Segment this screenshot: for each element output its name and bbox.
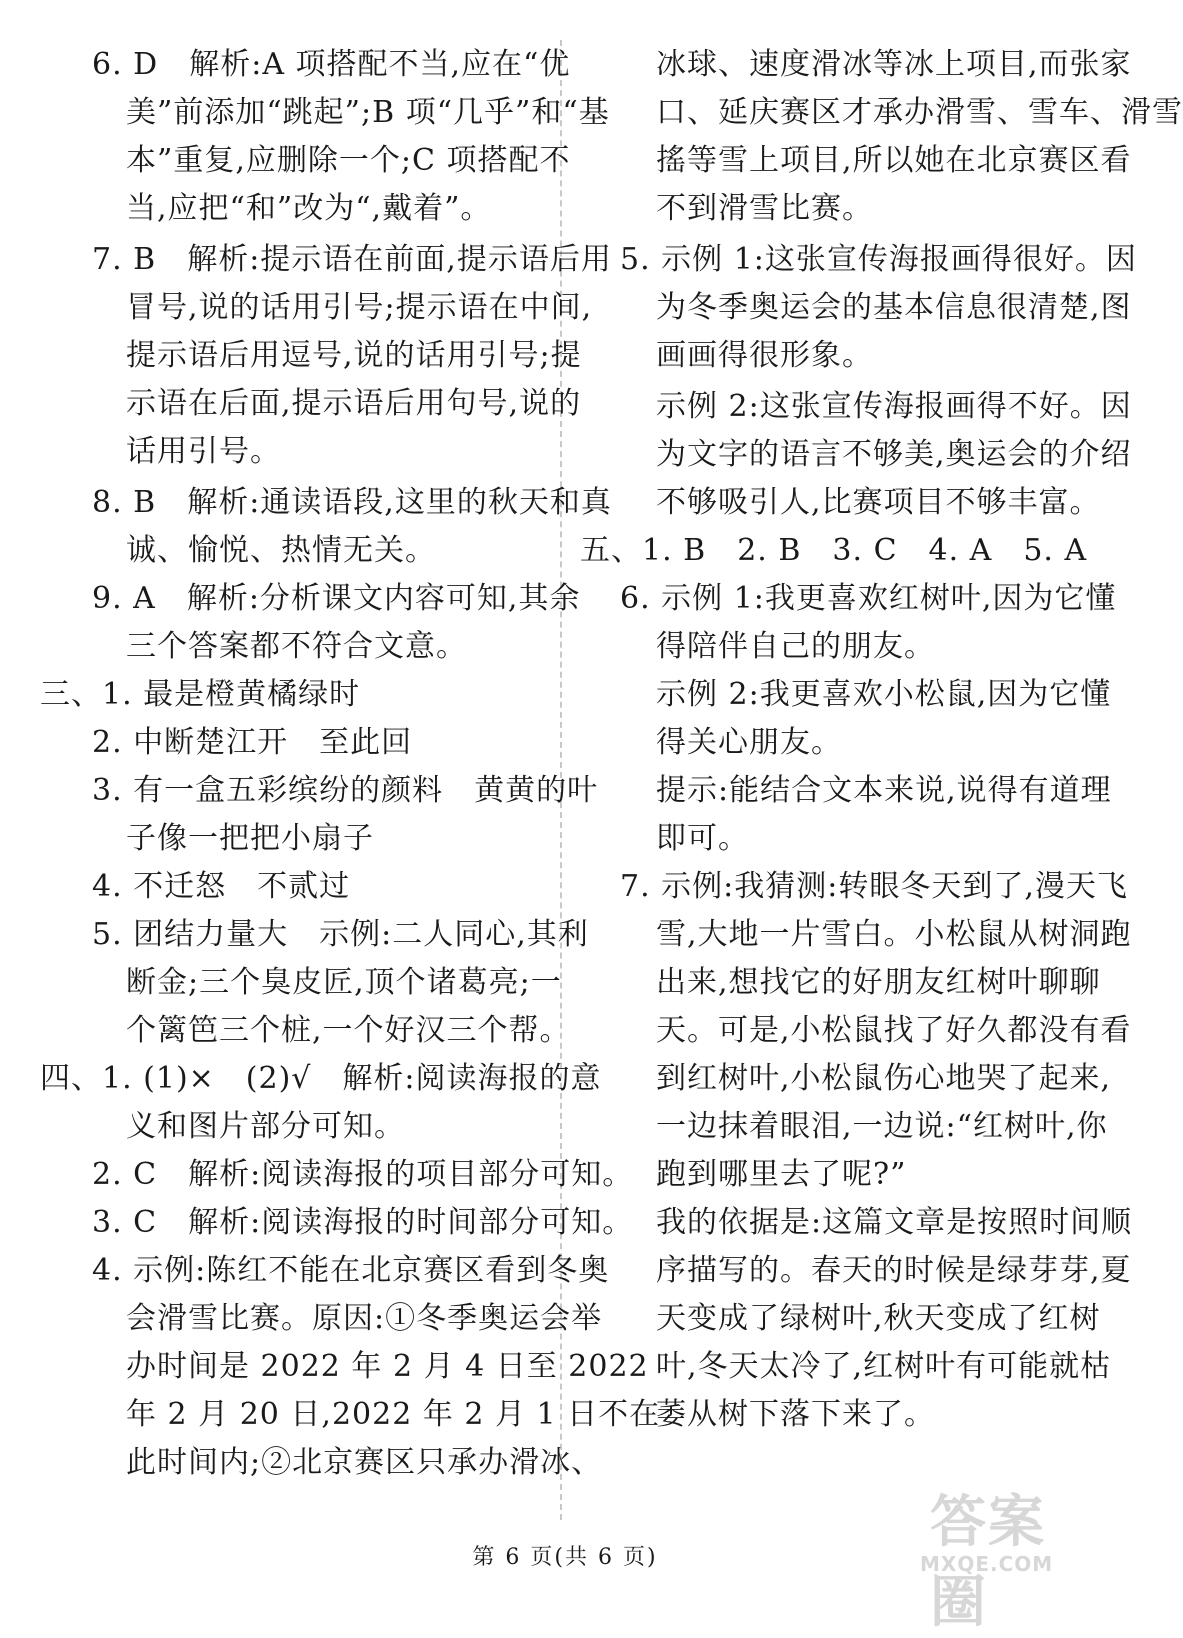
right-line-6: 为冬季奥运会的基本信息很清楚,图 <box>656 290 1132 325</box>
right-line-27: 天变成了绿树叶,秋天变成了红树 <box>656 1301 1101 1336</box>
watermark-logo-text: 答案圈 <box>930 1490 1046 1635</box>
left-line-29: 年 2 月 20 日,2022 年 2 月 1 日不在 <box>126 1397 661 1432</box>
left-line-19: 5. 团结力量大 示例:二人同心,其利 <box>92 917 589 952</box>
left-line-6: 冒号,说的话用引号;提示语在中间, <box>126 290 593 325</box>
watermark-logo <box>920 1478 1090 1635</box>
left-line-3: 本”重复,应删除一个;C 项搭配不 <box>126 143 571 178</box>
right-line-14: 示例 2:我更喜欢小松鼠,因为它懂 <box>656 677 1112 712</box>
watermark-url: MXQE.COM <box>920 1552 1054 1576</box>
left-line-22: 四、1. (1)× (2)√ 解析:阅读海报的意 <box>40 1061 602 1096</box>
right-line-23: 一边抹着眼泪,一边说:“红树叶,你 <box>656 1109 1108 1144</box>
right-line-26: 序描写的。春天的时候是绿芽芽,夏 <box>656 1253 1132 1288</box>
page-footer: 第 6 页(共 6 页) <box>472 1545 658 1570</box>
right-line-16: 提示:能结合文本来说,说得有道理 <box>656 773 1112 808</box>
right-line-28: 叶,冬天太冷了,红树叶有可能就枯 <box>656 1349 1112 1384</box>
left-line-12: 9. A 解析:分析课文内容可知,其余 <box>92 581 581 616</box>
left-line-30: 此时间内;②北京赛区只承办滑冰、 <box>126 1445 603 1480</box>
left-line-26: 4. 示例:陈红不能在北京赛区看到冬奥 <box>92 1253 610 1288</box>
left-line-9: 话用引号。 <box>126 434 281 469</box>
left-line-28: 办时间是 2022 年 2 月 4 日至 2022 <box>126 1349 649 1384</box>
right-line-20: 出来,想找它的好朋友红树叶聊聊 <box>656 965 1101 1000</box>
left-line-4: 当,应把“和”改为“,戴着”。 <box>126 191 492 226</box>
left-line-11: 诚、愉悦、热情无关。 <box>126 533 436 568</box>
right-line-5: 5. 示例 1:这张宣传海报画得很好。因 <box>620 242 1137 277</box>
right-line-21: 天。可是,小松鼠找了好久都没有看 <box>656 1013 1132 1048</box>
right-line-7: 画画得很形象。 <box>656 338 873 373</box>
right-line-19: 雪,大地一片雪白。小松鼠从树洞跑 <box>656 917 1132 952</box>
right-line-11: 五、1. B 2. B 3. C 4. A 5. A <box>580 533 1088 568</box>
left-line-20: 断金;三个臭皮匠,顶个诸葛亮;一 <box>126 965 562 1000</box>
right-line-13: 得陪伴自己的朋友。 <box>656 629 935 664</box>
right-line-12: 6. 示例 1:我更喜欢红树叶,因为它懂 <box>620 581 1117 616</box>
right-line-8: 示例 2:这张宣传海报画得不好。因 <box>656 389 1132 424</box>
left-line-17: 子像一把把小扇子 <box>126 821 374 856</box>
right-line-17: 即可。 <box>656 821 749 856</box>
left-line-13: 三个答案都不符合文意。 <box>126 629 467 664</box>
right-line-2: 口、延庆赛区才承办滑雪、雪车、滑雪 <box>656 95 1183 130</box>
left-line-2: 美”前添加“跳起”;B 项“几乎”和“基 <box>126 95 610 130</box>
left-line-24: 2. C 解析:阅读海报的项目部分可知。 <box>92 1157 634 1192</box>
right-line-18: 7. 示例:我猜测:转眼冬天到了,漫天飞 <box>620 869 1128 904</box>
left-line-27: 会滑雪比赛。原因:①冬季奥运会举 <box>126 1301 603 1336</box>
right-line-1: 冰球、速度滑冰等冰上项目,而张家 <box>656 47 1132 82</box>
right-line-9: 为文字的语言不够美,奥运会的介绍 <box>656 437 1132 472</box>
left-line-18: 4. 不迁怒 不贰过 <box>92 869 351 904</box>
right-line-3: 搖等雪上项目,所以她在北京赛区看 <box>656 143 1132 178</box>
right-line-25: 我的依据是:这篇文章是按照时间顺 <box>656 1205 1133 1240</box>
left-line-21: 个篱笆三个桩,一个好汉三个帮。 <box>126 1013 571 1048</box>
left-line-25: 3. C 解析:阅读海报的时间部分可知。 <box>92 1205 634 1240</box>
left-line-15: 2. 中断楚江开 至此回 <box>92 725 413 760</box>
left-line-16: 3. 有一盒五彩缤纷的颜料 黄黄的叶 <box>92 773 599 808</box>
right-line-15: 得关心朋友。 <box>656 725 842 760</box>
right-line-4: 不到滑雪比赛。 <box>656 191 873 226</box>
left-line-14: 三、1. 最是橙黄橘绿时 <box>40 677 361 712</box>
left-line-10: 8. B 解析:通读语段,这里的秋天和真 <box>92 485 612 520</box>
left-line-7: 提示语后用逗号,说的话用引号;提 <box>126 338 582 373</box>
left-line-23: 义和图片部分可知。 <box>126 1109 405 1144</box>
left-line-5: 7. B 解析:提示语在前面,提示语后用 <box>92 242 612 277</box>
left-line-1: 6. D 解析:A 项搭配不当,应在“优 <box>92 47 571 82</box>
left-line-8: 示语在后面,提示语后用句号,说的 <box>126 386 582 421</box>
right-line-24: 跑到哪里去了呢?” <box>656 1157 907 1192</box>
right-line-29: 萎从树下落下来了。 <box>656 1397 935 1432</box>
right-line-22: 到红树叶,小松鼠伤心地哭了起来, <box>656 1061 1112 1096</box>
right-line-10: 不够吸引人,比赛项目不够丰富。 <box>656 485 1101 520</box>
